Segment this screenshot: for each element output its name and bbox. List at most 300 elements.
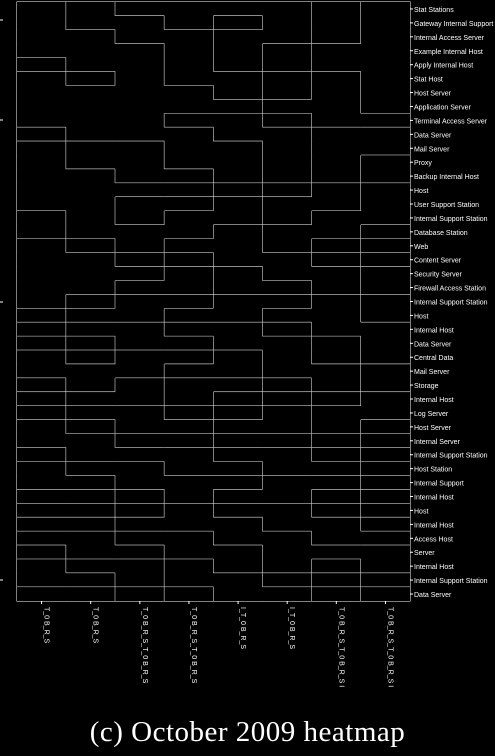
heatmap-cell <box>312 434 361 448</box>
heatmap-cell <box>312 141 361 155</box>
heatmap-cell <box>164 100 213 114</box>
column-label: T_0 B_R_S <box>91 607 99 644</box>
heatmap-cell <box>115 281 164 295</box>
heatmap-cell <box>263 476 312 490</box>
heatmap-cell <box>17 253 66 267</box>
heatmap-cell <box>17 113 66 127</box>
heatmap-cell <box>115 113 164 127</box>
heatmap-cell <box>263 141 312 155</box>
figure-caption: (c) October 2009 heatmap <box>89 716 406 748</box>
row-label: Central Data <box>414 355 454 363</box>
heatmap-cell <box>17 183 66 197</box>
heatmap-cell <box>214 30 263 44</box>
heatmap-cell <box>214 462 263 476</box>
heatmap-cell <box>263 58 312 72</box>
heatmap-cell <box>17 490 66 504</box>
row-label: Data Server <box>414 592 452 600</box>
heatmap-cell <box>17 420 66 434</box>
heatmap-cell <box>361 281 410 295</box>
heatmap-cell <box>361 559 410 573</box>
row-label: Host <box>414 188 429 196</box>
heatmap-cell <box>263 378 312 392</box>
heatmap-cell <box>17 364 66 378</box>
heatmap-cell <box>115 503 164 517</box>
heatmap-cell <box>164 503 213 517</box>
heatmap-cell <box>312 503 361 517</box>
heatmap-cell <box>312 364 361 378</box>
heatmap-cell <box>214 16 263 30</box>
heatmap-cell <box>66 253 115 267</box>
heatmap-cell <box>164 559 213 573</box>
heatmap-cell <box>312 169 361 183</box>
heatmap-cell <box>263 336 312 350</box>
heatmap-cell <box>115 72 164 86</box>
heatmap-cell <box>17 169 66 183</box>
heatmap-cell <box>164 281 213 295</box>
heatmap-cell <box>312 197 361 211</box>
heatmap-cell <box>164 420 213 434</box>
heatmap-cell <box>263 113 312 127</box>
heatmap-cell <box>66 573 115 587</box>
heatmap-cell <box>17 16 66 30</box>
heatmap-cell <box>214 573 263 587</box>
heatmap-cell <box>312 378 361 392</box>
heatmap-cell <box>66 281 115 295</box>
column-label: T_0 B_R_S_T_0 B_R_S I <box>337 607 345 688</box>
heatmap-cell <box>263 322 312 336</box>
heatmap-cell <box>66 295 115 309</box>
heatmap-cell <box>312 44 361 58</box>
heatmap-cell <box>263 364 312 378</box>
heatmap-cell <box>164 364 213 378</box>
heatmap-cell <box>312 587 361 601</box>
row-label: Gateway Internal Support <box>414 20 494 28</box>
row-label: Application Server <box>414 104 471 112</box>
row-label: Host Server <box>414 424 451 432</box>
heatmap-cell <box>66 545 115 559</box>
column-label: T_0 B_R_S_T_0 B_R_S I <box>386 607 394 688</box>
heatmap-cell <box>214 127 263 141</box>
heatmap-cell <box>312 573 361 587</box>
heatmap-cell <box>361 127 410 141</box>
heatmap-cell <box>66 364 115 378</box>
heatmap-cell <box>312 30 361 44</box>
heatmap-cell <box>164 434 213 448</box>
heatmap-cell <box>66 58 115 72</box>
heatmap-cell <box>263 211 312 225</box>
heatmap-cell <box>312 16 361 30</box>
heatmap-cell <box>312 336 361 350</box>
heatmap-cell <box>263 44 312 58</box>
heatmap-cell <box>66 378 115 392</box>
heatmap-cell <box>361 308 410 322</box>
heatmap-cell <box>66 267 115 281</box>
heatmap-cell <box>17 127 66 141</box>
heatmap-cell <box>361 503 410 517</box>
heatmap-cell <box>115 392 164 406</box>
heatmap-cell <box>312 253 361 267</box>
heatmap-cell <box>361 545 410 559</box>
heatmap-cell <box>66 476 115 490</box>
heatmap-cell <box>312 350 361 364</box>
heatmap-cell <box>361 253 410 267</box>
heatmap-cell <box>214 58 263 72</box>
row-label: Internal Server <box>414 438 460 446</box>
heatmap-cell <box>263 30 312 44</box>
heatmap-cell <box>312 295 361 309</box>
heatmap-cell <box>214 100 263 114</box>
heatmap-cell <box>17 2 66 16</box>
heatmap-cell <box>361 267 410 281</box>
heatmap-cell <box>164 197 213 211</box>
heatmap-cell <box>263 225 312 239</box>
heatmap-cell <box>17 281 66 295</box>
heatmap-cell <box>263 16 312 30</box>
heatmap-cell <box>17 141 66 155</box>
heatmap-cell <box>164 517 213 531</box>
heatmap-cell <box>66 72 115 86</box>
heatmap-cell <box>115 86 164 100</box>
heatmap-cell <box>66 2 115 16</box>
heatmap-cell <box>263 434 312 448</box>
heatmap-cell <box>164 295 213 309</box>
heatmap-cell <box>115 30 164 44</box>
heatmap-cell <box>17 587 66 601</box>
heatmap-cell <box>66 392 115 406</box>
heatmap-cell <box>17 448 66 462</box>
heatmap-cell <box>164 392 213 406</box>
column-label: T_0 B_R_S_T_0 B_R_S <box>140 607 148 684</box>
row-label: Example Internal Host <box>414 48 483 56</box>
heatmap-cell <box>164 113 213 127</box>
heatmap-cell <box>17 308 66 322</box>
heatmap-cell <box>312 100 361 114</box>
heatmap-cell <box>263 295 312 309</box>
heatmap-cell <box>263 531 312 545</box>
heatmap-cell <box>66 336 115 350</box>
heatmap-cell <box>361 58 410 72</box>
heatmap-cell <box>312 183 361 197</box>
heatmap-cell <box>115 462 164 476</box>
heatmap-cell <box>263 253 312 267</box>
heatmap-cell <box>66 127 115 141</box>
heatmap-cell <box>312 531 361 545</box>
column-label: I_T_0 B_R_S <box>239 607 247 650</box>
heatmap-cell <box>214 267 263 281</box>
heatmap-cell <box>214 434 263 448</box>
heatmap-cell <box>17 336 66 350</box>
heatmap-cell <box>361 16 410 30</box>
heatmap-cell <box>214 392 263 406</box>
heatmap-cell <box>263 350 312 364</box>
heatmap-cell <box>17 72 66 86</box>
heatmap-cell <box>115 58 164 72</box>
heatmap-cell <box>17 322 66 336</box>
row-label: Server <box>414 550 435 558</box>
heatmap-cell <box>115 169 164 183</box>
column-label: I_T_0 B_R_S <box>288 607 296 650</box>
heatmap-cell <box>17 476 66 490</box>
heatmap-cell <box>214 350 263 364</box>
heatmap-cell <box>66 420 115 434</box>
heatmap-cell <box>214 448 263 462</box>
heatmap-cell <box>361 169 410 183</box>
heatmap-cell <box>115 239 164 253</box>
heatmap-cell <box>361 406 410 420</box>
heatmap-cell <box>17 30 66 44</box>
heatmap-cell <box>66 141 115 155</box>
heatmap-cell <box>17 573 66 587</box>
heatmap-cell <box>115 267 164 281</box>
heatmap-cell <box>312 281 361 295</box>
heatmap-cell <box>164 253 213 267</box>
heatmap-cell <box>263 239 312 253</box>
heatmap-cell <box>361 350 410 364</box>
heatmap-cell <box>164 462 213 476</box>
heatmap-cell <box>263 559 312 573</box>
heatmap-cell <box>263 86 312 100</box>
heatmap-cell <box>312 155 361 169</box>
heatmap-cell <box>115 211 164 225</box>
heatmap-cell <box>214 44 263 58</box>
heatmap-cell <box>214 211 263 225</box>
heatmap-cell <box>312 406 361 420</box>
heatmap-cell <box>66 183 115 197</box>
heatmap-cell <box>214 336 263 350</box>
row-label: Internal Host <box>414 494 454 502</box>
heatmap-cell <box>66 308 115 322</box>
heatmap-cell <box>17 211 66 225</box>
row-label: Host Server <box>414 90 451 98</box>
heatmap-cell <box>214 490 263 504</box>
heatmap-cell <box>66 350 115 364</box>
heatmap-cell <box>164 573 213 587</box>
heatmap-cell <box>66 100 115 114</box>
heatmap-cell <box>164 141 213 155</box>
column-labels <box>42 601 394 687</box>
heatmap-cell <box>66 86 115 100</box>
row-label: Terminal Access Server <box>414 118 488 126</box>
heatmap-cell <box>164 448 213 462</box>
heatmap-cell <box>115 587 164 601</box>
heatmap-cell <box>263 267 312 281</box>
heatmap-cell <box>115 127 164 141</box>
heatmap-cell <box>361 113 410 127</box>
heatmap-cell <box>115 406 164 420</box>
heatmap-cells <box>17 2 410 601</box>
heatmap-cell <box>115 197 164 211</box>
row-label: Firewall Access Station <box>414 285 486 293</box>
heatmap-cell <box>361 517 410 531</box>
heatmap-cell <box>164 336 213 350</box>
row-label: Data Server <box>414 341 452 349</box>
heatmap-cell <box>115 434 164 448</box>
heatmap-cell <box>214 406 263 420</box>
heatmap-cell <box>164 322 213 336</box>
heatmap-cell <box>164 183 213 197</box>
heatmap-cell <box>115 155 164 169</box>
heatmap-cell <box>164 406 213 420</box>
heatmap-cell <box>115 295 164 309</box>
heatmap-cell <box>214 378 263 392</box>
heatmap-cell <box>214 476 263 490</box>
row-label: Proxy <box>414 160 432 168</box>
heatmap-cell <box>361 448 410 462</box>
heatmap-cell <box>115 531 164 545</box>
heatmap-cell <box>17 239 66 253</box>
heatmap-cell <box>115 141 164 155</box>
row-label: Host <box>414 313 429 321</box>
heatmap-cell <box>263 183 312 197</box>
heatmap-cell <box>263 100 312 114</box>
heatmap-cell <box>115 322 164 336</box>
row-label: Host <box>414 508 429 516</box>
heatmap-cell <box>66 559 115 573</box>
heatmap-cell <box>17 197 66 211</box>
heatmap-cell <box>263 308 312 322</box>
heatmap-cell <box>263 420 312 434</box>
heatmap-cell <box>263 406 312 420</box>
heatmap-cell <box>361 155 410 169</box>
heatmap-cell <box>214 559 263 573</box>
heatmap-cell <box>17 44 66 58</box>
heatmap-cell <box>361 225 410 239</box>
heatmap-cell <box>312 58 361 72</box>
heatmap-cell <box>17 517 66 531</box>
heatmap-cell <box>17 434 66 448</box>
heatmap-cell <box>214 322 263 336</box>
heatmap-cell <box>312 322 361 336</box>
heatmap-cell <box>17 267 66 281</box>
heatmap-cell <box>66 16 115 30</box>
heatmap-cell <box>361 183 410 197</box>
heatmap-cell <box>214 587 263 601</box>
heatmap-cell <box>66 517 115 531</box>
heatmap-cell <box>115 545 164 559</box>
heatmap-cell <box>214 253 263 267</box>
column-label: T_0 B_R_S_T_0 B_R_S <box>189 607 197 684</box>
heatmap-cell <box>214 72 263 86</box>
heatmap-cell <box>214 420 263 434</box>
row-label: Content Server <box>414 257 462 265</box>
heatmap-cell <box>115 448 164 462</box>
heatmap-cell <box>214 531 263 545</box>
heatmap-cell <box>164 169 213 183</box>
heatmap-cell <box>164 545 213 559</box>
heatmap-cell <box>164 72 213 86</box>
row-label: Internal Support Station <box>414 452 488 460</box>
heatmap-cell <box>17 559 66 573</box>
heatmap-cell <box>66 225 115 239</box>
heatmap-cell <box>361 141 410 155</box>
heatmap-cell <box>214 239 263 253</box>
heatmap-cell <box>164 239 213 253</box>
heatmap-cell <box>312 267 361 281</box>
heatmap-cell <box>164 16 213 30</box>
heatmap-cell <box>66 434 115 448</box>
heatmap-cell <box>312 239 361 253</box>
heatmap-cell <box>17 406 66 420</box>
row-label: Internal Host <box>414 522 454 530</box>
heatmap-cell <box>115 559 164 573</box>
heatmap-cell <box>312 392 361 406</box>
heatmap-cell <box>164 225 213 239</box>
heatmap-cell <box>66 169 115 183</box>
row-label: Security Server <box>414 271 462 279</box>
heatmap-cell <box>214 86 263 100</box>
heatmap-cell <box>263 462 312 476</box>
heatmap-cell <box>164 30 213 44</box>
heatmap-cell <box>361 392 410 406</box>
row-label: Host Station <box>414 466 453 474</box>
heatmap-cell <box>115 336 164 350</box>
heatmap-cell <box>312 308 361 322</box>
heatmap-cell <box>263 2 312 16</box>
heatmap-cell <box>361 100 410 114</box>
heatmap-cell <box>66 503 115 517</box>
heatmap-cell <box>17 58 66 72</box>
row-label: Mail Server <box>414 146 450 154</box>
heatmap-cell <box>361 336 410 350</box>
heatmap-cell <box>361 364 410 378</box>
row-label: Stat Host <box>414 76 443 84</box>
heatmap-cell <box>312 545 361 559</box>
heatmap-cell <box>115 350 164 364</box>
heatmap-cell <box>361 197 410 211</box>
heatmap-cell <box>361 476 410 490</box>
row-label: Internal Host <box>414 564 454 572</box>
heatmap-cell <box>66 531 115 545</box>
heatmap-cell <box>66 587 115 601</box>
heatmap-cell <box>115 183 164 197</box>
heatmap-cell <box>361 86 410 100</box>
heatmap-cell <box>164 587 213 601</box>
heatmap-cell <box>115 16 164 30</box>
heatmap-cell <box>66 239 115 253</box>
heatmap-cell <box>214 155 263 169</box>
heatmap-cell <box>164 44 213 58</box>
heatmap-cell <box>312 448 361 462</box>
heatmap-cell <box>312 127 361 141</box>
heatmap-cell <box>361 531 410 545</box>
heatmap-cell <box>115 420 164 434</box>
heatmap-cell <box>17 545 66 559</box>
heatmap-cell <box>361 72 410 86</box>
heatmap-cell <box>17 462 66 476</box>
heatmap-cell <box>164 86 213 100</box>
row-label: Internal Support Station <box>414 215 488 223</box>
row-label: Database Station <box>414 229 468 237</box>
heatmap-cell <box>17 100 66 114</box>
heatmap-cell <box>263 587 312 601</box>
heatmap-cell <box>66 113 115 127</box>
row-label: Backup Internal Host <box>414 174 479 182</box>
row-label: Mail Server <box>414 369 450 377</box>
heatmap-cell <box>115 2 164 16</box>
heatmap-cell <box>214 545 263 559</box>
heatmap-cell <box>66 155 115 169</box>
row-label: Internal Access Server <box>414 34 485 42</box>
heatmap-cell <box>214 113 263 127</box>
row-label: Storage <box>414 383 439 391</box>
heatmap-cell <box>115 100 164 114</box>
heatmap-cell <box>263 490 312 504</box>
heatmap-cell <box>312 462 361 476</box>
heatmap-cell <box>312 225 361 239</box>
heatmap-cell <box>17 378 66 392</box>
heatmap-cell <box>164 267 213 281</box>
heatmap-cell <box>164 476 213 490</box>
